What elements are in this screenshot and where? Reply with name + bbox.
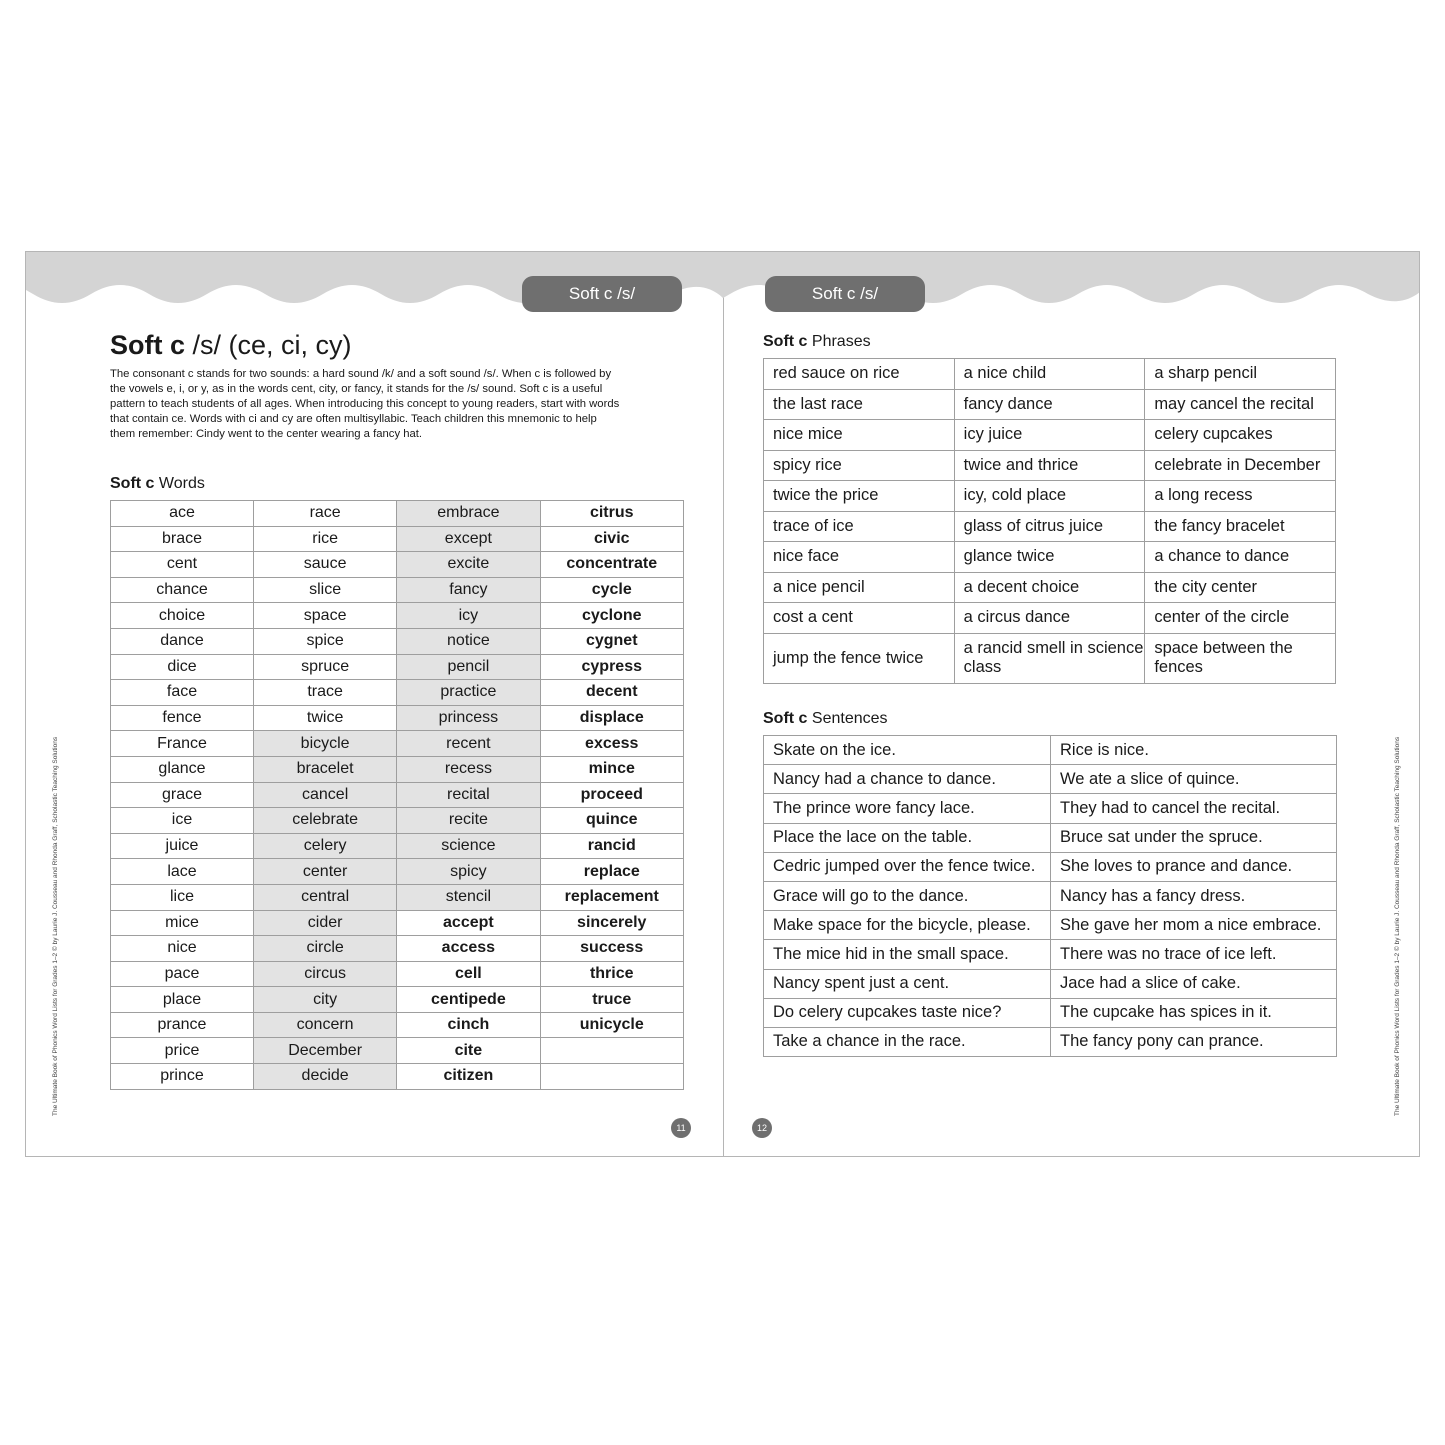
table-cell: icy [397,603,540,629]
table-row [764,940,1337,969]
table-cell: face [111,680,254,706]
table-cell: race [254,501,397,527]
table-cell: Do celery cupcakes taste nice? [764,998,1051,1027]
table-row [111,526,684,552]
table-cell: jump the fence twice [764,633,955,683]
table-cell: fence [111,705,254,731]
table-cell: spicy [397,859,540,885]
table-cell: Skate on the ice. [764,736,1051,765]
table-cell: Make space for the bicycle, please. [764,911,1051,940]
table-row [111,1064,684,1090]
table-cell: the fancy bracelet [1145,511,1336,542]
table-cell: recite [397,808,540,834]
table-cell: notice [397,628,540,654]
table-cell: space [254,603,397,629]
book-spread [25,251,1420,1157]
table-cell: mince [540,756,684,782]
table-cell: displace [540,705,684,731]
table-row [764,969,1337,998]
right-page [723,252,1420,1156]
table-cell: decent [540,680,684,706]
table-cell: Bruce sat under the spruce. [1051,823,1337,852]
table-row [111,987,684,1013]
table-cell: bicycle [254,731,397,757]
table-cell: celery cupcakes [1145,420,1336,451]
table-row [111,680,684,706]
table-cell: The prince wore fancy lace. [764,794,1051,823]
table-cell: place [111,987,254,1013]
sentences-heading [763,710,888,728]
table-cell: the last race [764,389,955,420]
table-cell: a long recess [1145,481,1336,512]
table-cell: red sauce on rice [764,359,955,390]
table-cell: rice [254,526,397,552]
table-cell: nice [111,936,254,962]
phrases-heading-rest: Phrases [807,333,871,350]
table-cell: trace of ice [764,511,955,542]
table-row [764,633,1336,683]
table-row [111,756,684,782]
table-cell: circus [254,961,397,987]
table-cell: center [254,859,397,885]
table-cell: dance [111,628,254,654]
table-cell: excite [397,552,540,578]
table-cell: accept [397,910,540,936]
table-row [111,731,684,757]
table-row [764,603,1336,634]
table-row [764,389,1336,420]
table-row [111,654,684,680]
table-cell: twice the price [764,481,955,512]
table-row [764,359,1336,390]
table-cell: fancy dance [954,389,1145,420]
table-cell: The mice hid in the small space. [764,940,1051,969]
table-cell: a decent choice [954,572,1145,603]
table-cell: central [254,884,397,910]
table-row [764,823,1337,852]
table-cell: spicy rice [764,450,955,481]
table-cell: proceed [540,782,684,808]
intro-paragraph: The consonant c stands for two sounds: a hard sound /k/ and a soft sound /s/. When c is followed by the vowels e, i, or y, as in the words cent, city, or fancy, it stands for the /s/ sound. Soft c is a useful pattern to teach students of all ages. When introducing this concept to young readers, start with words that contain ce. Words with ci and cy are often multisyllabic. Teach children this mnemonic to help them remember: Cindy went to the center wearing a fancy hat. [110,368,620,440]
table-row [111,961,684,987]
left-page [26,252,723,1156]
table-cell: civic [540,526,684,552]
table-cell: a sharp pencil [1145,359,1336,390]
sentences-table [763,735,1337,1057]
table-row [764,736,1337,765]
section-tab: Soft c /s/ [522,276,682,312]
table-cell: lice [111,884,254,910]
table-cell: access [397,936,540,962]
table-cell: brace [111,526,254,552]
table-cell: science [397,833,540,859]
page-title [110,330,352,361]
table-cell: fancy [397,577,540,603]
table-cell: glass of citrus juice [954,511,1145,542]
table-row [111,705,684,731]
table-cell: cycle [540,577,684,603]
table-cell: December [254,1038,397,1064]
table-cell: embrace [397,501,540,527]
table-cell: rancid [540,833,684,859]
table-cell: recent [397,731,540,757]
table-row [111,936,684,962]
table-cell: glance twice [954,542,1145,573]
table-row [111,910,684,936]
table-cell: France [111,731,254,757]
page-number: 11 [671,1118,691,1138]
table-row [764,852,1337,881]
phrases-heading [763,333,871,351]
table-cell: prance [111,1012,254,1038]
section-tab: Soft c /s/ [765,276,925,312]
table-cell: twice [254,705,397,731]
table-cell: She gave her mom a nice embrace. [1051,911,1337,940]
side-credit: The Ultimate Book of Phonics Word Lists for Grades 1–2 © by Laurie J. Cousseau and Rhonda Graff, Scholastic Teaching Solutions [1394,736,1401,1116]
table-cell: success [540,936,684,962]
table-cell: cancel [254,782,397,808]
table-cell: twice and thrice [954,450,1145,481]
table-cell: nice face [764,542,955,573]
table-cell: city [254,987,397,1013]
table-cell: The fancy pony can prance. [1051,1027,1337,1056]
table-cell: excess [540,731,684,757]
title-bold: Soft c [110,330,186,360]
table-cell: chance [111,577,254,603]
table-cell: replace [540,859,684,885]
table-cell: cygnet [540,628,684,654]
table-cell: grace [111,782,254,808]
table-cell: citizen [397,1064,540,1090]
table-row [764,911,1337,940]
table-row [764,420,1336,451]
words-heading [110,475,205,493]
table-cell: mice [111,910,254,936]
phrases-heading-bold: Soft c [763,333,808,350]
table-cell: quince [540,808,684,834]
table-cell: price [111,1038,254,1064]
table-cell: cent [111,552,254,578]
table-cell [540,1064,684,1090]
table-cell: Rice is nice. [1051,736,1337,765]
table-cell: ice [111,808,254,834]
table-cell: cell [397,961,540,987]
table-row [764,998,1337,1027]
table-cell: Cedric jumped over the fence twice. [764,852,1051,881]
table-row [111,577,684,603]
table-row [764,511,1336,542]
table-cell: Nancy had a chance to dance. [764,765,1051,794]
table-cell: spice [254,628,397,654]
phrases-table [763,358,1336,684]
table-cell: choice [111,603,254,629]
words-heading-bold: Soft c [110,475,155,492]
table-cell: slice [254,577,397,603]
table-cell: a nice child [954,359,1145,390]
table-cell: concentrate [540,552,684,578]
table-cell: a chance to dance [1145,542,1336,573]
table-cell: spruce [254,654,397,680]
table-cell: Nancy spent just a cent. [764,969,1051,998]
table-cell: bracelet [254,756,397,782]
table-cell: space between the fences [1145,633,1336,683]
table-cell: There was no trace of ice left. [1051,940,1337,969]
words-table [110,500,684,1090]
table-cell: Nancy has a fancy dress. [1051,881,1337,910]
table-row [111,501,684,527]
table-cell: cider [254,910,397,936]
table-cell: the city center [1145,572,1336,603]
page-number: 12 [752,1118,772,1138]
table-cell: icy juice [954,420,1145,451]
table-cell: stencil [397,884,540,910]
table-cell: lace [111,859,254,885]
table-cell: ace [111,501,254,527]
table-cell: Take a chance in the race. [764,1027,1051,1056]
title-rest: /s/ (ce, ci, cy) [185,330,352,360]
table-cell: sincerely [540,910,684,936]
table-cell: a nice pencil [764,572,955,603]
table-row [764,881,1337,910]
table-cell: nice mice [764,420,955,451]
table-cell: truce [540,987,684,1013]
table-row [111,859,684,885]
table-row [111,1012,684,1038]
table-cell: cite [397,1038,540,1064]
table-row [764,794,1337,823]
table-cell: cost a cent [764,603,955,634]
table-cell: recital [397,782,540,808]
table-cell: She loves to prance and dance. [1051,852,1337,881]
table-cell [540,1038,684,1064]
table-row [764,450,1336,481]
table-row [111,808,684,834]
table-cell: celery [254,833,397,859]
table-cell: The cupcake has spices in it. [1051,998,1337,1027]
table-cell: cypress [540,654,684,680]
table-cell: Grace will go to the dance. [764,881,1051,910]
table-row [764,542,1336,573]
table-cell: celebrate in December [1145,450,1336,481]
table-row [764,765,1337,794]
sentences-heading-rest: Sentences [807,710,888,727]
table-row [111,552,684,578]
table-cell: pace [111,961,254,987]
table-cell: center of the circle [1145,603,1336,634]
table-cell: cinch [397,1012,540,1038]
table-cell: dice [111,654,254,680]
table-row [111,1038,684,1064]
table-cell: pencil [397,654,540,680]
table-row [111,603,684,629]
table-cell: a rancid smell in science class [954,633,1145,683]
table-cell: may cancel the recital [1145,389,1336,420]
table-cell: decide [254,1064,397,1090]
table-cell: They had to cancel the recital. [1051,794,1337,823]
words-heading-rest: Words [154,475,205,492]
table-row [764,1027,1337,1056]
table-cell: Place the lace on the table. [764,823,1051,852]
table-cell: thrice [540,961,684,987]
table-cell: juice [111,833,254,859]
table-row [764,481,1336,512]
table-row [764,572,1336,603]
table-cell: circle [254,936,397,962]
table-cell: a circus dance [954,603,1145,634]
table-cell: celebrate [254,808,397,834]
table-row [111,833,684,859]
table-row [111,628,684,654]
table-cell: princess [397,705,540,731]
table-cell: Jace had a slice of cake. [1051,969,1337,998]
table-cell: unicycle [540,1012,684,1038]
table-cell: sauce [254,552,397,578]
table-cell: concern [254,1012,397,1038]
table-cell: prince [111,1064,254,1090]
table-cell: glance [111,756,254,782]
table-cell: centipede [397,987,540,1013]
sentences-heading-bold: Soft c [763,710,808,727]
table-cell: cyclone [540,603,684,629]
table-cell: replacement [540,884,684,910]
side-credit: The Ultimate Book of Phonics Word Lists for Grades 1–2 © by Laurie J. Cousseau and Rhonda Graff, Scholastic Teaching Solutions [52,736,59,1116]
table-cell: We ate a slice of quince. [1051,765,1337,794]
table-cell: except [397,526,540,552]
table-cell: trace [254,680,397,706]
table-cell: practice [397,680,540,706]
table-cell: recess [397,756,540,782]
table-row [111,884,684,910]
table-cell: icy, cold place [954,481,1145,512]
table-cell: citrus [540,501,684,527]
table-row [111,782,684,808]
